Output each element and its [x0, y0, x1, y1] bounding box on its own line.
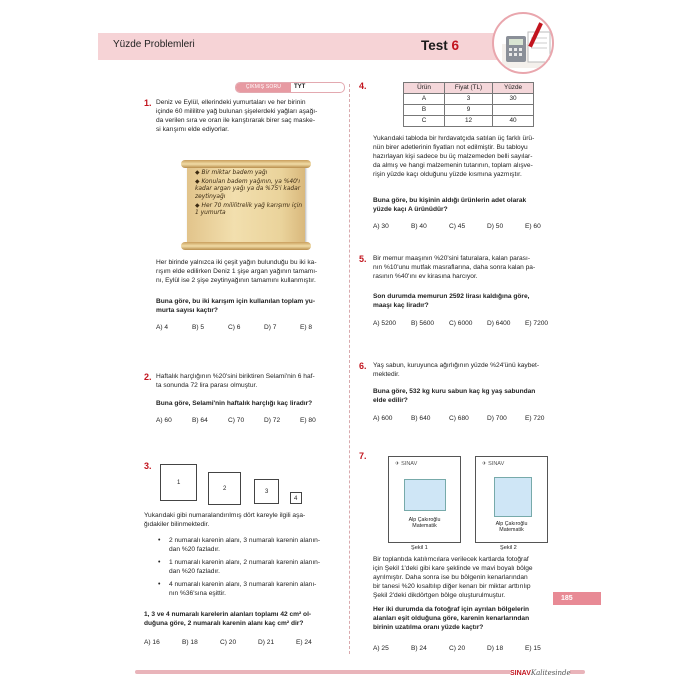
q1-question-line: Buna göre, bu iki karışım için kullanılan toplam yu- [156, 298, 316, 305]
q4-option-d[interactable]: D) 50 [487, 223, 504, 230]
figure-label: Şekil 2 [500, 545, 517, 551]
q5-question [373, 292, 573, 310]
q4-body [373, 134, 573, 179]
q5-options [373, 319, 563, 328]
q4-body-line: hazırlayan kişi sadece bu üç malzemeden belli sayılar- [373, 153, 533, 161]
q2-body [156, 372, 344, 390]
q5-option-e[interactable]: E) 7200 [525, 320, 549, 327]
product-table [403, 82, 534, 127]
q7-body [373, 555, 578, 600]
q7-question [373, 605, 578, 632]
q6-options [373, 414, 563, 423]
calculator-desk-icon [492, 12, 554, 74]
q6-option-d[interactable]: D) 700 [487, 415, 507, 422]
q7-body-line: bir tanesi %20 kısaltılıp diğer kenarı bir miktar arttırılıp [373, 583, 531, 591]
scroll-roll-top [181, 160, 311, 168]
square-2: 2 [208, 472, 241, 505]
q5-option-d[interactable]: D) 6400 [487, 320, 511, 327]
q5-question-line: Son durumda memurun 2592 lirası kaldığına göre, [373, 293, 530, 300]
q3-option-e[interactable]: E) 24 [296, 639, 312, 646]
q1-option-e[interactable]: E) 8 [300, 324, 313, 331]
photo-area-rectangle [494, 477, 532, 517]
q1-options [156, 323, 336, 332]
q3-number: 3. [144, 461, 152, 471]
q5-body [373, 254, 573, 281]
q6-question-line: elde edilir? [373, 397, 408, 405]
test-label [421, 37, 459, 56]
q5-option-c[interactable]: C) 6000 [449, 320, 473, 327]
bird-icon: ✈ [482, 461, 487, 467]
q7-body-line: ayrılmıştır. Daha sonra ise bu bölgenin kenarlarından [373, 574, 528, 582]
square-4: 4 [290, 492, 302, 504]
id-card-figure-1 [388, 456, 461, 543]
q7-question-line: Her iki durumda da fotoğraf için ayrılan bölgelerin [373, 606, 530, 613]
q3-intro-line: ğıdakiler bilinmektedir. [144, 521, 210, 529]
table-cell: 3 [445, 94, 493, 105]
table-cell: 40 [493, 116, 534, 127]
table-header-cell: Fiyat (TL) [445, 83, 493, 94]
q4-option-b[interactable]: B) 40 [411, 223, 427, 230]
q5-body-line: nın %10'unu mutfak masraflarına, daha sonra kalan pa- [373, 264, 536, 272]
column-divider [349, 84, 350, 654]
table-cell: A [404, 94, 445, 105]
q1-intro [156, 98, 344, 134]
q7-option-e[interactable]: E) 15 [525, 645, 541, 652]
q2-option-d[interactable]: D) 72 [264, 417, 281, 424]
q1-body-line: rışım elde edilirken Deniz 1 şişe argan yağının tamamı- [156, 268, 318, 276]
q4-body-line: rişin yüzde kaçı olduğunu yüzde kısmına yazmıştır. [373, 171, 522, 179]
table-row [404, 94, 534, 105]
q4-question [373, 196, 573, 214]
scroll-item: ◆ Bir miktar badem yağı [195, 170, 268, 176]
q3-options [144, 638, 334, 647]
q2-option-e[interactable]: E) 80 [300, 417, 316, 424]
q6-body-line: Yaş sabun, kuruyunca ağırlığının yüzde %24'ünü kaybet- [373, 362, 540, 369]
q4-body-line: da almış ve hangi malzemenin tutarının, toplam alışve- [373, 162, 533, 170]
q5-number: 5. [359, 254, 367, 264]
q5-body-line: rasının %40'ını ev kirasına harcıyor. [373, 273, 478, 281]
q4-option-a[interactable]: A) 30 [373, 223, 389, 230]
q4-options [373, 222, 563, 231]
q5-option-b[interactable]: B) 5600 [411, 320, 435, 327]
q1-option-d[interactable]: D) 7 [264, 324, 277, 331]
q1-body-line: nı, Eylül ise 2 şişe zeytinyağının tamamını kullanmıştır. [156, 277, 316, 285]
figure-label: Şekil 1 [411, 545, 428, 551]
q7-question-line: alanları eşit olduğuna göre, karenin kenarlarından [373, 615, 530, 623]
q7-number: 7. [359, 451, 367, 461]
q3-intro-line: Yukarıdaki gibi numaralandırılmış dört kareyle ilgili aşa- [144, 512, 306, 519]
q2-option-c[interactable]: C) 70 [228, 417, 245, 424]
q4-option-e[interactable]: E) 60 [525, 223, 541, 230]
q6-option-e[interactable]: E) 720 [525, 415, 545, 422]
q1-question [156, 297, 344, 315]
table-header-cell: Ürün [404, 83, 445, 94]
test-number: 6 [451, 38, 460, 53]
q1-intro-line: Deniz ve Eylül, ellerindeki yumurtaları ve her birinin [156, 99, 306, 106]
q3-question-line: duğuna göre, 2 numaralı karenin alanı kaç cm² dir? [144, 620, 304, 628]
scroll-roll-bottom [181, 242, 311, 250]
id-card-figure-2 [475, 456, 548, 543]
card-name: Alp Çakıroğlu Matematik [495, 521, 528, 534]
q5-option-a[interactable]: A) 5200 [373, 320, 397, 327]
tag-label-left: ÇIKMIŞ SORU [236, 83, 291, 92]
q7-option-b[interactable]: B) 24 [411, 645, 427, 652]
q4-question-line: yüzde kaçı A ürünüdür? [373, 206, 448, 214]
q6-question-line: Buna göre, 532 kg kuru sabun kaç kg yaş sabundan [373, 388, 536, 395]
square-1: 1 [160, 464, 197, 501]
q5-body-line: Bir memur maaşının %20'sini faturalara, kalan parası- [373, 255, 531, 262]
q4-body-line: nün birer adetlerinin fiyatları not edilmiştir. Bu tabloyu [373, 144, 528, 152]
table-cell: B [404, 105, 445, 116]
q4-number: 4. [359, 81, 367, 91]
table-cell: 9 [445, 105, 493, 116]
q1-body [156, 258, 344, 285]
q6-option-b[interactable]: B) 640 [411, 415, 431, 422]
scroll-item: ◆ Konulan badem yağının, ya %40'ı kadar argan yağı ya da %75'i kadar zeytinyağı [195, 178, 301, 201]
q1-question-line: murta sayısı kaçtır? [156, 307, 218, 315]
table-cell: 12 [445, 116, 493, 127]
q1-option-c[interactable]: C) 6 [228, 324, 241, 331]
q1-number: 1. [144, 98, 152, 108]
q3-option-c[interactable]: C) 20 [220, 639, 237, 646]
tag-label-right: TYT [294, 84, 306, 90]
q2-question: Buna göre, Selami'nin haftalık harçlığı kaç liradır? [156, 400, 313, 407]
table-header-row [404, 83, 534, 94]
scroll-text [195, 170, 303, 219]
q2-options [156, 416, 336, 425]
scroll-note [181, 160, 311, 248]
table-row [404, 116, 534, 127]
q2-option-b[interactable]: B) 64 [192, 417, 208, 424]
table-row [404, 105, 534, 116]
q1-intro-line: si karışımı elde ediyorlar. [156, 126, 229, 134]
q3-bullet: • 2 numaralı karenin alanı, 3 numaralı karenin alanın- dan %20 fazladır. [158, 536, 348, 554]
table-cell [493, 105, 534, 116]
q7-options [373, 644, 563, 653]
footer-logo: SINAVKalitesinde [510, 667, 570, 680]
table-cell: C [404, 116, 445, 127]
test-word: Test [421, 38, 448, 53]
q4-body-line: Yukarıdaki tabloda bir hırdavatçıda satılan üç farklı ürü- [373, 135, 535, 142]
q1-intro-line: da verilen sıra ve oran ile karıştırarak birer saç maske- [156, 117, 316, 125]
q2-body-line: Haftalık harçlığının %20'sini biriktiren Selami'nin 6 haf- [156, 373, 315, 380]
q3-bullet: • 1 numaralı karenin alanı, 2 numaralı karenin alanın- dan %20 fazladır. [158, 558, 348, 576]
q4-question-line: Buna göre, bu kişinin aldığı ürünlerin adet olarak [373, 197, 527, 204]
q3-bullets [158, 536, 348, 603]
source-tag [235, 82, 345, 93]
q3-question [144, 610, 349, 628]
page-number: 185 [553, 592, 601, 605]
q6-body-line: mektedir. [373, 371, 400, 379]
table-header-cell: Yüzde [493, 83, 534, 94]
q7-option-a[interactable]: A) 25 [373, 645, 389, 652]
q2-option-a[interactable]: A) 60 [156, 417, 172, 424]
bird-icon: ✈ [395, 461, 400, 467]
q7-option-c[interactable]: C) 20 [449, 645, 466, 652]
q1-body-line: Her birinde yalnızca iki çeşit yağın bulunduğu bu iki ka- [156, 259, 317, 266]
q4-option-c[interactable]: C) 45 [449, 223, 466, 230]
q6-question [373, 387, 573, 405]
card-name: Alp Çakıroğlu Matematik [408, 517, 441, 530]
q6-number: 6. [359, 361, 367, 371]
q1-intro-line: içinde 60 mililitre yağ bulunan şişelerdeki yağları aşağı- [156, 108, 318, 116]
square-3: 3 [254, 479, 279, 504]
q2-number: 2. [144, 372, 152, 382]
q7-body-line: için Şekil 1'deki gibi kare şeklinde ve mavi boyalı bölge [373, 565, 533, 573]
table-cell: 30 [493, 94, 534, 105]
scroll-item: ◆ Her 70 mililitrelik yağ karışımı için 1 yumurta [195, 202, 303, 217]
q3-option-a[interactable]: A) 16 [144, 639, 160, 646]
q1-option-a[interactable]: A) 4 [156, 324, 169, 331]
q6-option-c[interactable]: C) 680 [449, 415, 469, 422]
q7-body-line: Şekil 2'deki dikdörtgen bölge oluşturulmuştur. [373, 592, 506, 600]
q5-question-line: maaşı kaç liradır? [373, 302, 429, 310]
card-brand: ✈ SINAV [482, 461, 505, 467]
q3-bullet: • 4 numaralı karenin alanı, 3 numaralı karenin alanı- nın %36'sına eşittir. [158, 580, 348, 598]
q3-question-line: 1, 3 ve 4 numaralı karelerin alanları toplamı 42 cm² ol- [144, 611, 312, 618]
q7-option-d[interactable]: D) 18 [487, 645, 504, 652]
q6-body [373, 361, 573, 379]
photo-area-square [404, 479, 446, 511]
q3-intro [144, 511, 344, 529]
card-brand: ✈ SINAV [395, 461, 418, 467]
page-title: Yüzde Problemleri [113, 39, 195, 50]
q6-option-a[interactable]: A) 600 [373, 415, 393, 422]
q3-option-d[interactable]: D) 21 [258, 639, 275, 646]
q7-question-line: birinin uzatılma oranı yüzde kaçtır? [373, 624, 484, 632]
q7-body-line: Bir toplantıda katılımcılara verilecek kartlarda fotoğraf [373, 556, 529, 563]
q3-option-b[interactable]: B) 18 [182, 639, 198, 646]
q1-option-b[interactable]: B) 5 [192, 324, 205, 331]
q2-body-line: ta sonunda 72 lira parası olmuştur. [156, 382, 258, 390]
